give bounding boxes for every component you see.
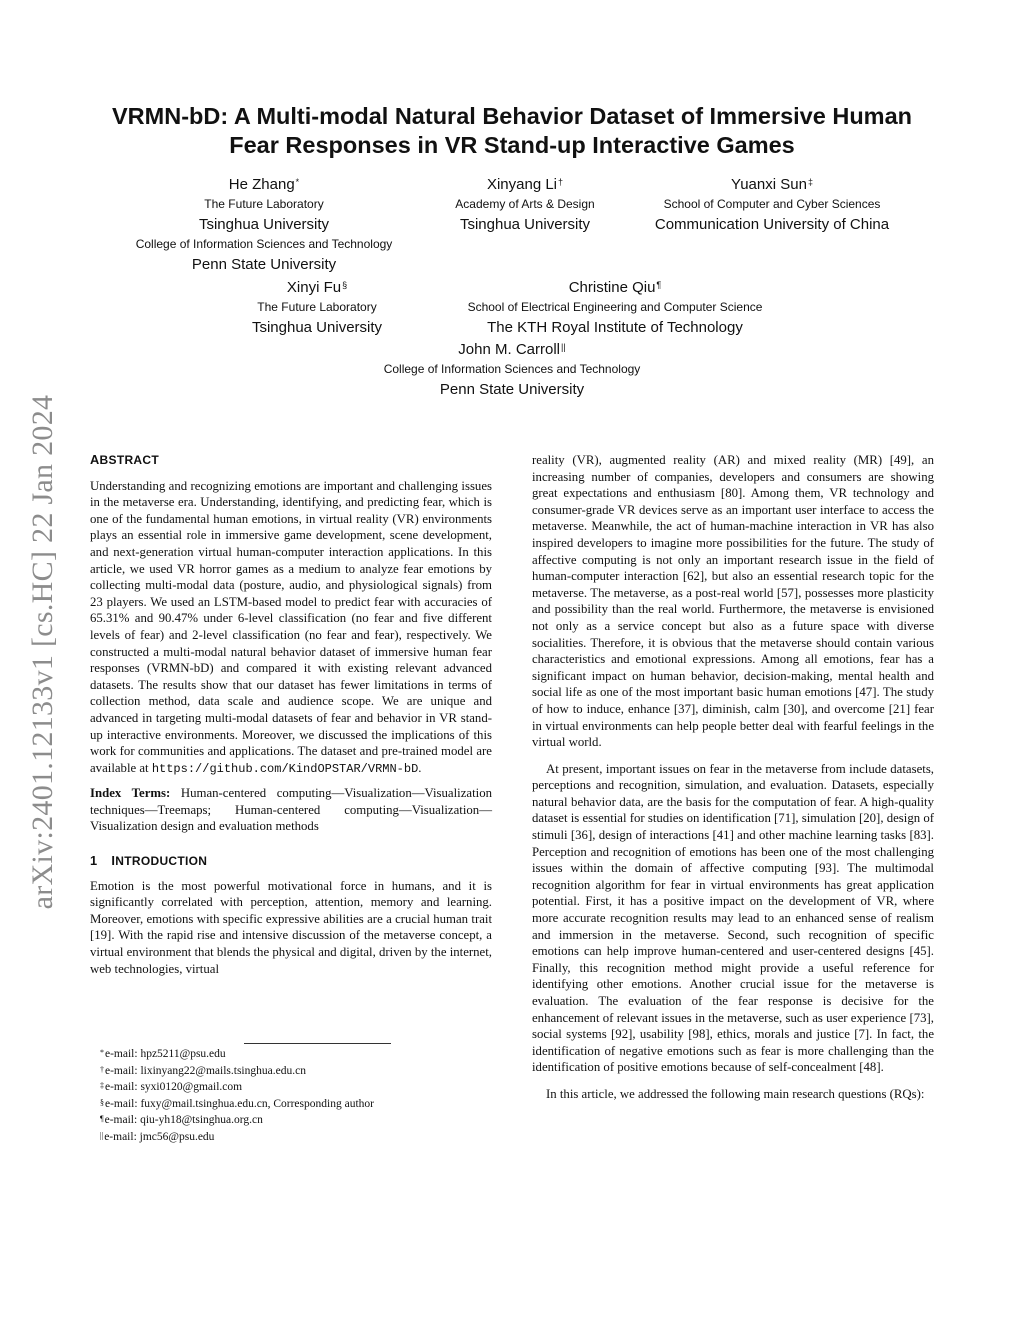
author-name: Yuanxi Sun‡ bbox=[731, 176, 813, 193]
author-affiliation: College of Information Sciences and Technology bbox=[383, 362, 641, 376]
author-name: Christine Qiu¶ bbox=[568, 279, 662, 296]
author-affiliation: School of Electrical Engineering and Computer Science bbox=[467, 300, 763, 314]
author-affiliation: Penn State University bbox=[191, 256, 337, 273]
title-line-2: Fear Responses in VR Stand-up Interactive Games bbox=[229, 132, 795, 158]
author-affiliation: Tsinghua University bbox=[198, 216, 330, 233]
footnote: ¶e-mail: qiu-yh18@tsinghua.org.cn bbox=[100, 1114, 263, 1126]
title-line-1: VRMN-bD: A Multi-modal Natural Behavior Dataset of Immersive Human bbox=[112, 103, 912, 129]
body-paragraph-3: In this article, we addressed the following main research questions (RQs): bbox=[546, 1086, 925, 1101]
footnote: §e-mail: fuxy@mail.tsinghua.edu.cn, Corresponding author bbox=[100, 1097, 374, 1110]
introduction-heading: 1 INTRODUCTION bbox=[90, 853, 208, 869]
author-block-john-carroll bbox=[352, 339, 672, 400]
dataset-link[interactable]: https://github.com/KindOPSTAR/VRMN-bD bbox=[151, 761, 419, 776]
author-block-christine-qiu bbox=[420, 277, 810, 338]
author-affiliation: Communication University of China bbox=[654, 216, 890, 233]
index-terms: Index Terms: Human-centered computing—Visualization—Visualization techniques—Treemaps; Human-centered computing—Visualization—Visualization design and evaluation methods bbox=[90, 786, 492, 834]
author-block-yuanxi-sun bbox=[622, 174, 922, 235]
author-name: Xinyi Fu§ bbox=[286, 279, 348, 296]
footnote: †e-mail: lixinyang22@mails.tsinghua.edu.cn bbox=[100, 1064, 306, 1077]
footnote: *e-mail: hpz5211@psu.edu bbox=[100, 1048, 226, 1060]
footnote-rule bbox=[244, 1043, 391, 1044]
paper-title bbox=[60, 102, 964, 160]
author-name: Xinyang Li† bbox=[486, 176, 564, 193]
footnote: ||e-mail: jmc56@psu.edu bbox=[100, 1130, 215, 1143]
author-affiliation: The Future Laboratory bbox=[204, 197, 324, 211]
author-affiliation: School of Computer and Cyber Sciences bbox=[663, 197, 881, 211]
author-affiliation: The KTH Royal Institute of Technology bbox=[487, 319, 743, 336]
author-affiliation: The Future Laboratory bbox=[257, 300, 377, 314]
right-column bbox=[532, 452, 934, 1103]
author-affiliation: Tsinghua University bbox=[459, 216, 591, 233]
body-paragraph-1: reality (VR), augmented reality (AR) and mixed reality (MR) [49], an increasing number of companies, developers and consumers are showing great expectations and enthusiasm [80]. Among them, VR technology and consumer-grade VR devices serve as an important user interface to access the metaverse. Meanwhile, the act of human-machine interaction in VR has also inspired developers to imagine more possibilities for the future. The study of affective computing is not only an important research issue in the field of human-computer interaction [62], but also an essential research topic for the metaverse. The metaverse, as a post-real world [57], possesses more plasticity and possibility than the real world. Furthermore, the metaverse is envisioned not only as a service concept but also as a future space with diverse socialities. Therefore, it is obvious that the metaverse should contain various characteristics and emotional expressions. Among all emotions, fear has a significant impact on human behavior, decision-making, mental health and social life as one of the most important basic human emotions [47]. The study of how to induce, enhance [37], diminish, calm [30], and overcome [21] fear in virtual environments can help people better deal with fearful feelings in the virtual world. bbox=[532, 453, 934, 750]
abstract-text: Understanding and recognizing emotions are important and challenging issues in the metaverse era. Understanding, identifying, and predicting fear, which is one of the fundamental human emotions, in virtual reality (VR) environments plays an essential role in immersive game development, scene development, and next-generation virtual human-computer interaction applications. In this article, we used VR horror games as a medium to analyze fear emotions by collecting multi-modal data (posture, audio, and physiological signals) from 23 players. We used an LSTM-based model to predict fear with accuracies of 65.31% and 90.47% under 6-level classification (no fear and five different levels of fear) and 2-level classification (no fear and fear), respectively. We constructed a multi-modal natural behavior dataset of immersive human fear responses (VRMN-bD) and compared it with existing relevant advanced datasets. The results show that our dataset has fewer limitations in terms of collection method, data scale and audience scope. We are unique and advanced in targeting multi-modal datasets of fear and behavior in VR stand-up interactive environments. Moreover, we discussed the implications of this work for communities and applications. The dataset and pre-trained model are available at https://github.com/KindOPSTAR/VRMN-bD. bbox=[90, 478, 492, 776]
abstract-heading: ABSTRACT bbox=[90, 452, 159, 467]
footnote: ‡e-mail: syxi0120@gmail.com bbox=[100, 1081, 243, 1093]
introduction-text: Emotion is the most powerful motivational force in humans, and it is significantly correlated with perception, attention, memory and learning. Moreover, emotions with specific expressive abilities are a crucial human trait [19]. With the rapid rise and intensive discussion of the metaverse concept, a virtual environment that blends the physical and digital, driven by the internet, web technologies, virtual bbox=[90, 878, 492, 976]
author-name: John M. Carroll|| bbox=[458, 341, 566, 358]
author-block-xinyang-li bbox=[400, 174, 650, 235]
author-affiliation: Penn State University bbox=[439, 381, 585, 398]
author-block-xinyi-fu bbox=[182, 277, 452, 338]
arxiv-identifier: arXiv:2401.12133v1 [cs.HC] 22 Jan 2024 bbox=[26, 394, 59, 910]
author-name: He Zhang* bbox=[228, 176, 300, 193]
author-affiliation: Academy of Arts & Design bbox=[455, 197, 595, 211]
body-paragraph-2: At present, important issues on fear in the metaverse from include datasets, perceptions and recognition, simulation, and evaluation. Datasets, especially natural behavior data, are the basis for the computation of fear. A high-quality dataset is essential for studies on identification [71], simulation [20], design of stimuli [36], design of interactions [41] and other machine learning tasks [83]. Perception and recognition of emotions has been one of the most challenging issues within the domain of affective computing [93]. The multimodal recognition algorithm for fear in virtual environments has great application potential. First, it has a positive impact on the development of VR, where more accurate recognition results may lead to an enhanced sense of realism and immersion in the metaverse. Second, such recognition of specific emotions can help improve human-centered and user-centered designs [45]. Finally, this recognition method might provide a useful reference for identifying other emotions. Another crucial issue for the metaverse is evaluation. The evaluation of the fear response is decisive for the enhancement of relevant issues in the metaverse, such as user experience [73], social systems [92], usability [98], ethics, morals and justice [7]. In fact, the identification of negative emotions such as fear is more challenging than the identification of positive emotions because of self-concealment [48]. bbox=[532, 761, 934, 1075]
author-affiliation: Tsinghua University bbox=[251, 319, 383, 336]
author-affiliation: College of Information Sciences and Technology bbox=[135, 237, 393, 251]
footnotes bbox=[100, 1046, 500, 1145]
left-column bbox=[90, 452, 492, 977]
author-block-he-zhang bbox=[114, 174, 414, 275]
